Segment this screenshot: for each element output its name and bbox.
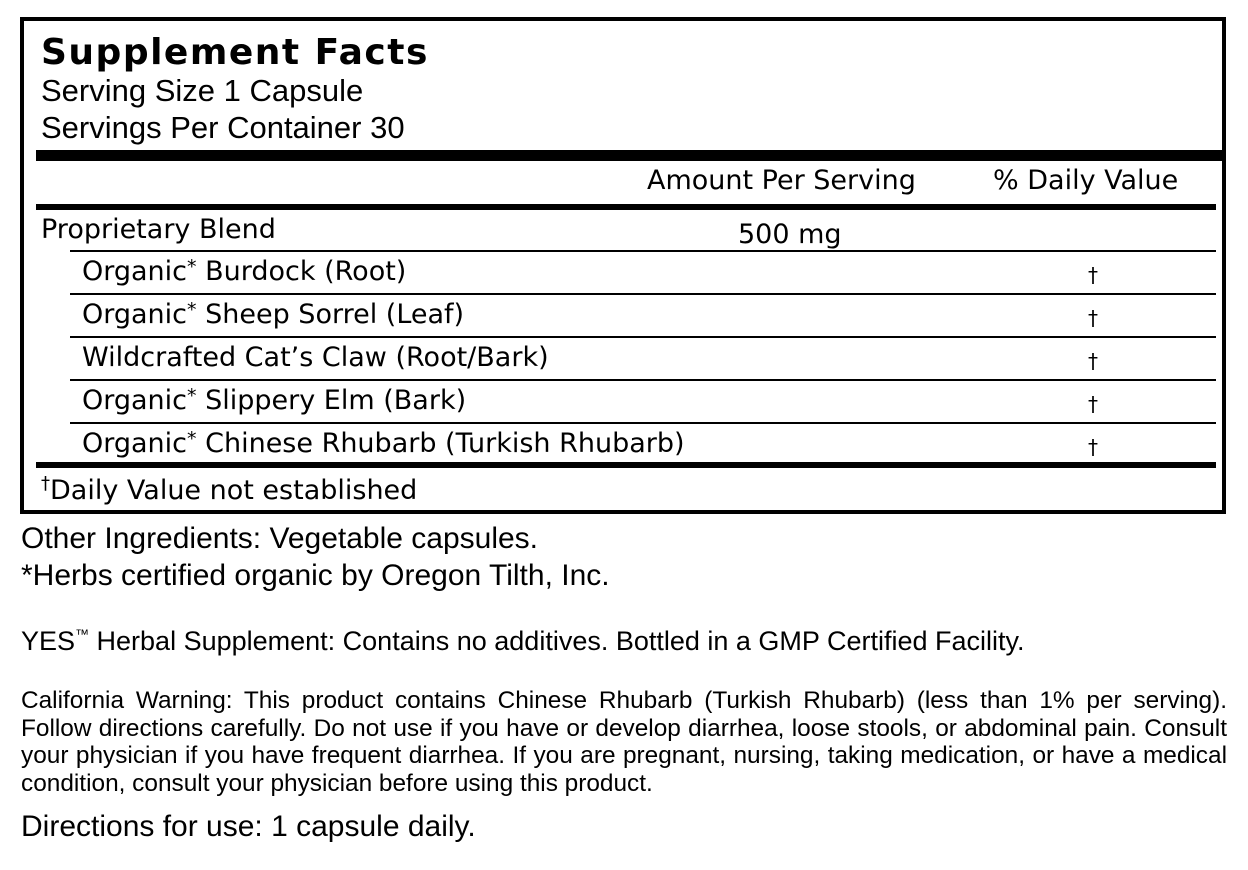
panel-title: Supplement Facts: [41, 32, 429, 73]
ingredient-dv: †: [1088, 349, 1098, 373]
directions-for-use: Directions for use: 1 capsule daily.: [21, 810, 476, 843]
footnote-text: Daily Value not established: [50, 475, 418, 506]
ingredient-row: [70, 336, 1216, 381]
proprietary-blend-amount: 500 mg: [738, 219, 842, 250]
yes-statement-text: Herbal Supplement: Contains no additives. Bottled in a GMP Certified Facility.: [89, 626, 1025, 656]
ingredient-row: [70, 250, 1216, 295]
ingredient-name: Organic* Chinese Rhubarb (Turkish Rhubarb): [82, 428, 685, 459]
trademark-mark: ™: [75, 626, 90, 642]
ingredient-dv: †: [1088, 263, 1098, 287]
ingredient-name: Organic* Burdock (Root): [82, 256, 407, 287]
daily-value-footnote: [41, 474, 417, 511]
serving-size: Serving Size 1 Capsule: [41, 73, 364, 108]
organic-certification-note: *Herbs certified organic by Oregon Tilth, Inc.: [21, 559, 610, 592]
ingredient-name: Wildcrafted Cat’s Claw (Root/Bark): [82, 342, 549, 373]
thick-divider: [36, 150, 1222, 161]
ingredient-row: [70, 293, 1216, 338]
dagger-mark: †: [41, 473, 50, 494]
proprietary-blend-label: Proprietary Blend: [41, 214, 276, 245]
yes-statement: [21, 624, 1025, 662]
ingredient-dv: †: [1088, 435, 1098, 459]
bottom-divider: [36, 462, 1216, 468]
daily-value-header: % Daily Value: [993, 165, 1179, 196]
ingredient-row: [70, 422, 1216, 464]
ingredient-dv: †: [1088, 306, 1098, 330]
other-ingredients: Other Ingredients: Vegetable capsules.: [21, 522, 539, 555]
ingredient-row: [70, 379, 1216, 424]
ingredient-name: Organic* Sheep Sorrel (Leaf): [82, 299, 465, 330]
california-warning: California Warning: This product contains Chinese Rhubarb (Turkish Rhubarb) (less than 1% per serving). Follow directions carefully. Do not use if you have or develop diarrhea, loose stools, or abdominal pain. Consult your physician if you have frequent diarrhea. If you are pregnant, nursing, taking medication, or have a medical condition, consult your physician before using this product.: [21, 687, 1227, 797]
header-divider: [36, 204, 1216, 210]
ingredient-dv: †: [1088, 392, 1098, 416]
supplement-facts-panel: [20, 17, 1226, 514]
servings-per-container: Servings Per Container 30: [41, 110, 405, 145]
amount-per-serving-header: Amount Per Serving: [647, 165, 916, 196]
yes-brand: YES: [21, 626, 76, 656]
ingredient-name: Organic* Slippery Elm (Bark): [82, 385, 467, 416]
